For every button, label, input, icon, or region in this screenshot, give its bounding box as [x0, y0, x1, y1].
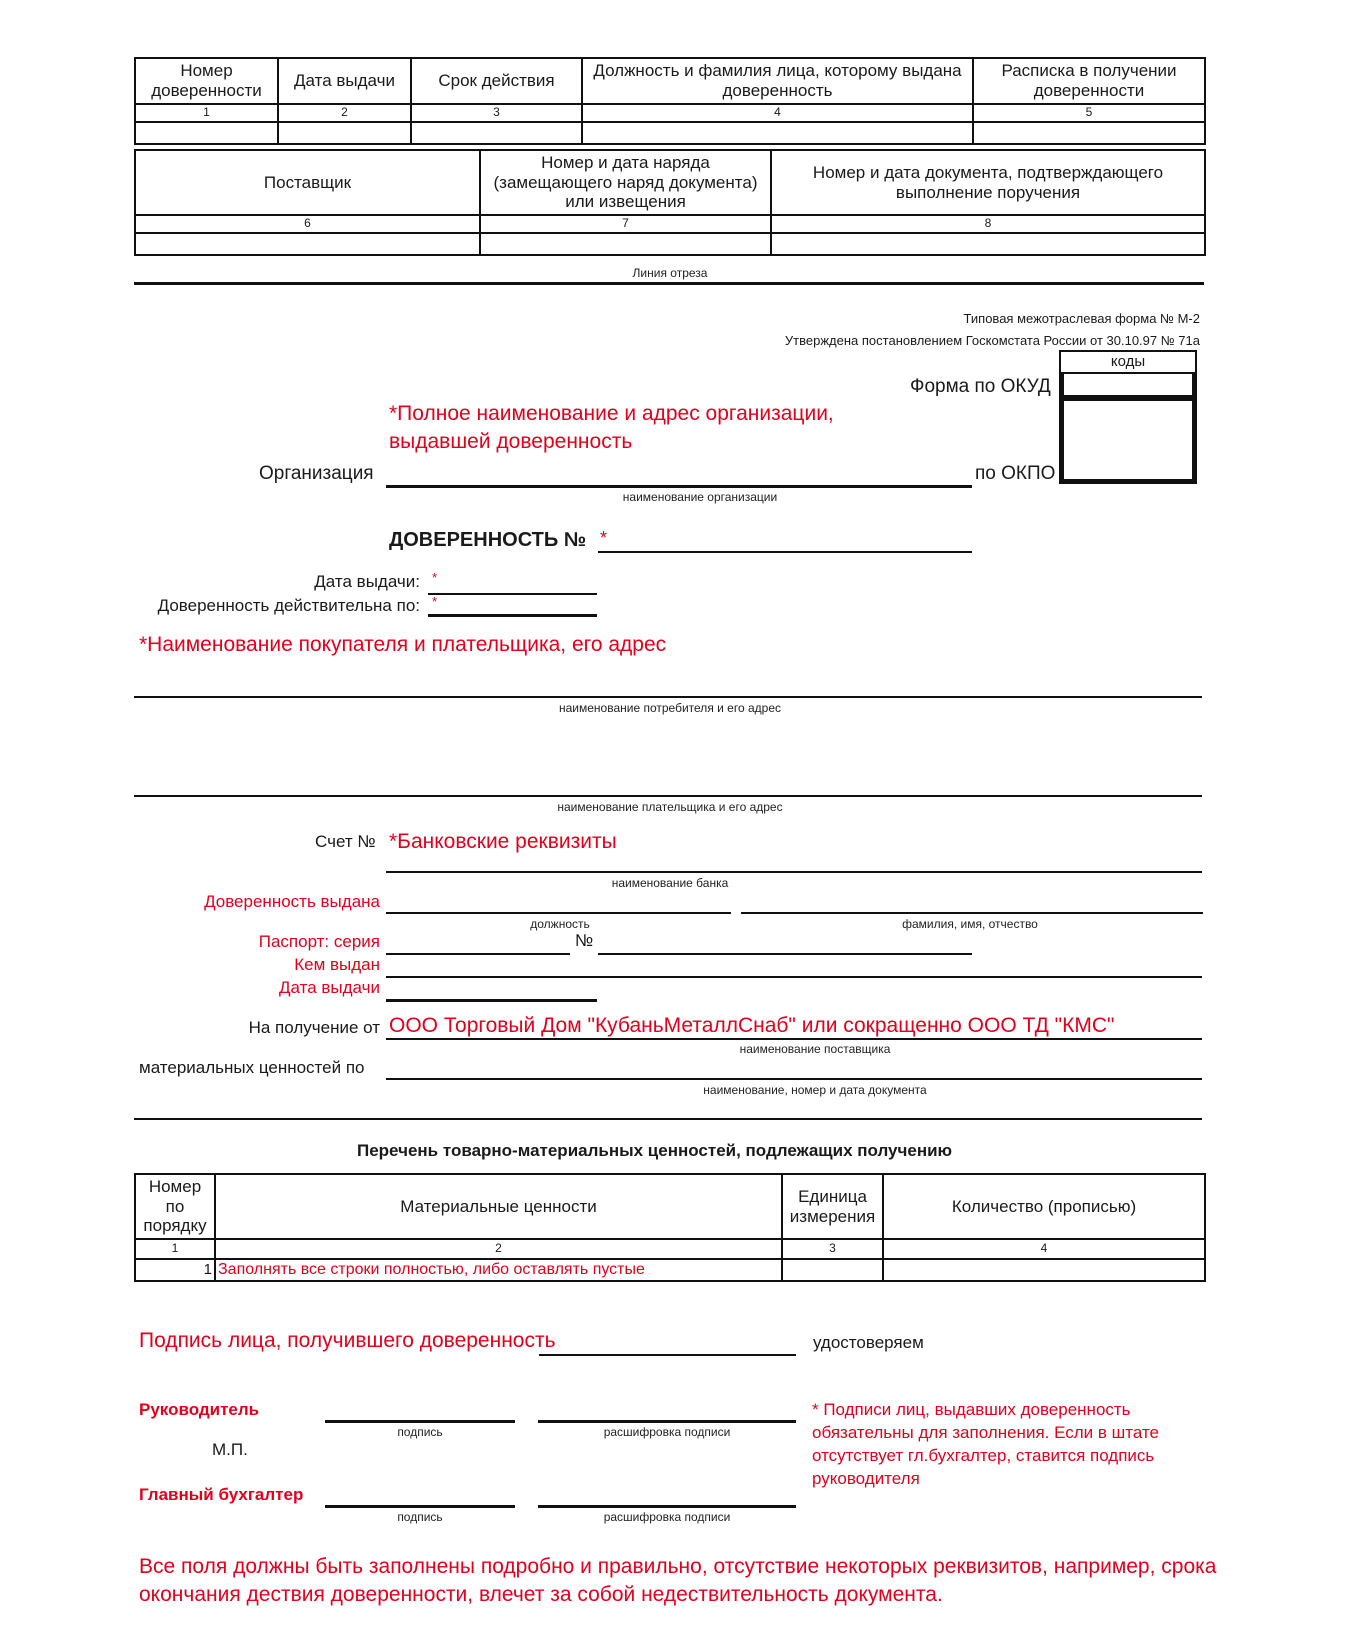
issued-label: Доверенность выдана	[204, 892, 380, 911]
buyer-hint: *Наименование покупателя и плательщика, его адрес	[139, 633, 667, 656]
stub-table-top	[134, 57, 1206, 145]
header-cell: Дата выдачи	[278, 58, 411, 104]
passport-series-field[interactable]	[386, 953, 570, 955]
cut-line	[134, 282, 1204, 285]
header-cell: Номер и дата документа, подтверждающего выполнение поручения	[771, 150, 1205, 215]
account-label: Счет №	[315, 832, 376, 851]
okpo-label: по ОКПО	[975, 463, 1056, 484]
row-goods-cell[interactable]: Заполнять все строки полностью, либо оставлять пустые	[215, 1259, 782, 1281]
basis-document-caption: наименование, номер и дата документа	[703, 1083, 927, 1097]
supplier-value: ООО Торговый Дом "КубаньМеталлСнаб" или сокращенно ООО ТД "КМС"	[389, 1014, 1115, 1037]
header-cell: Расписка в получении доверенности	[973, 58, 1205, 104]
cut-line-label: Линия отреза	[632, 266, 708, 280]
goods-table	[134, 1173, 1206, 1282]
stamp-label: М.П.	[212, 1440, 248, 1459]
column-number: 6	[135, 215, 480, 233]
header-cell: Поставщик	[135, 150, 480, 215]
input-cell[interactable]	[480, 233, 771, 255]
input-cell[interactable]	[973, 122, 1205, 144]
header-cell: Единица измерения	[782, 1174, 883, 1239]
accountant-signature-field[interactable]	[325, 1505, 515, 1508]
doc-title: ДОВЕРЕННОСТЬ №	[389, 529, 587, 551]
issued-by-label: Кем выдан	[294, 955, 380, 974]
org-hint: *Полное наименование и адрес организации, выдавшей доверенность	[389, 402, 834, 453]
basis-document-field[interactable]	[386, 1078, 1202, 1080]
consumer-caption: наименование потребителя и его адрес	[559, 701, 781, 715]
head-label: Руководитель	[139, 1400, 260, 1419]
fio-caption: фамилия, имя, отчество	[902, 917, 1038, 931]
issue-date-field[interactable]	[428, 593, 597, 595]
column-number: 1	[135, 1239, 215, 1259]
receive-label: На получение от	[248, 1018, 380, 1037]
position-field[interactable]	[386, 912, 731, 914]
input-cell[interactable]	[411, 122, 582, 144]
header-cell: Номер по порядку	[135, 1174, 215, 1239]
header-cell: Количество (прописью)	[883, 1174, 1205, 1239]
org-field[interactable]	[386, 485, 972, 488]
supplier-field[interactable]	[386, 1038, 1202, 1040]
okud-code-field[interactable]	[1061, 374, 1195, 398]
footer-note: Все поля должны быть заполнены подробно и правильно, отсутствие некоторых реквизитов, например, срока окончания дествия доверенности, влечет за собой недествительность документа.	[139, 1555, 1217, 1606]
column-number: 3	[411, 104, 582, 122]
header-cell: Материальные ценности	[215, 1174, 782, 1239]
input-cell[interactable]	[771, 233, 1205, 255]
column-number: 2	[278, 104, 411, 122]
recipient-signature-field[interactable]	[539, 1354, 796, 1356]
passport-label: Паспорт: серия	[258, 932, 380, 951]
certify-label: удостоверяем	[813, 1333, 924, 1352]
stub-table-bottom	[134, 149, 1206, 256]
column-number: 7	[480, 215, 771, 233]
head-signature-field[interactable]	[325, 1420, 515, 1423]
accountant-decode-field[interactable]	[538, 1505, 796, 1508]
input-cell[interactable]	[278, 122, 411, 144]
head-signature-caption: подпись	[397, 1425, 443, 1439]
consumer-field[interactable]	[134, 696, 1202, 698]
issue-date-label: Дата выдачи:	[314, 572, 420, 591]
column-number: 3	[782, 1239, 883, 1259]
head-decode-caption: расшифровка подписи	[603, 1425, 731, 1439]
section-divider	[134, 1118, 1202, 1120]
codes-label: коды	[1061, 352, 1195, 374]
column-number: 8	[771, 215, 1205, 233]
doc-number-field[interactable]	[598, 551, 972, 553]
head-decode-field[interactable]	[538, 1420, 796, 1423]
values-label: материальных ценностей по	[139, 1058, 365, 1077]
passport-number-label: №	[575, 931, 594, 950]
form-approval: Утверждена постановлением Госкомстата России от 30.10.97 № 71а	[784, 333, 1200, 348]
header-cell: Номер доверенности	[135, 58, 278, 104]
column-number: 4	[582, 104, 973, 122]
bank-caption: наименование банка	[611, 876, 729, 890]
okud-label: Форма по ОКУД	[910, 376, 1051, 397]
header-cell: Срок действия	[411, 58, 582, 104]
account-field[interactable]	[386, 871, 1202, 873]
passport-number-field[interactable]	[598, 953, 972, 955]
column-number: 4	[883, 1239, 1205, 1259]
signature-note: * Подписи лиц, выдавших доверенность обязательны для заполнения. Если в штате отсутствует гл.бухгалтер, ставится подпись руководителя	[812, 1400, 1159, 1488]
input-cell[interactable]	[135, 122, 278, 144]
issue-date-star: *	[432, 570, 438, 585]
codes-box	[1059, 350, 1197, 484]
row-unit-cell[interactable]	[782, 1259, 883, 1281]
accountant-decode-caption: расшифровка подписи	[603, 1510, 731, 1524]
header-cell: Номер и дата наряда (замещающего наряд документа) или извещения	[480, 150, 771, 215]
account-hint: *Банковские реквизиты	[389, 830, 617, 853]
passport-date-field[interactable]	[386, 999, 597, 1002]
fio-field[interactable]	[741, 912, 1203, 914]
passport-date-label: Дата выдачи	[279, 978, 380, 997]
issued-by-field[interactable]	[386, 976, 1202, 978]
column-number: 1	[135, 104, 278, 122]
row-number: 1	[135, 1259, 215, 1281]
org-caption: наименование организации	[622, 490, 778, 504]
valid-until-star: *	[432, 594, 438, 609]
column-number: 2	[215, 1239, 782, 1259]
input-cell[interactable]	[582, 122, 973, 144]
accountant-signature-caption: подпись	[397, 1510, 443, 1524]
position-caption: должность	[530, 917, 590, 931]
header-cell: Должность и фамилия лица, которому выдана доверенность	[582, 58, 973, 104]
recipient-signature-label: Подпись лица, получившего доверенность	[139, 1329, 556, 1352]
doc-number-star: *	[600, 528, 608, 548]
org-label: Организация	[259, 463, 374, 484]
payer-field[interactable]	[134, 795, 1202, 797]
form-type: Типовая межотраслевая форма № М-2	[963, 311, 1200, 326]
list-title: Перечень товарно-материальных ценностей, подлежащих получению	[357, 1141, 953, 1160]
accountant-label: Главный бухгалтер	[139, 1485, 304, 1504]
valid-until-field[interactable]	[428, 614, 597, 617]
table-row	[135, 1259, 1205, 1281]
valid-until-label: Доверенность действительна по:	[157, 596, 420, 615]
row-quantity-cell[interactable]	[883, 1259, 1205, 1281]
okpo-code-field[interactable]	[1061, 398, 1195, 482]
column-number: 5	[973, 104, 1205, 122]
input-cell[interactable]	[135, 233, 480, 255]
payer-caption: наименование плательщика и его адрес	[557, 800, 783, 814]
supplier-caption: наименование поставщика	[739, 1042, 891, 1056]
